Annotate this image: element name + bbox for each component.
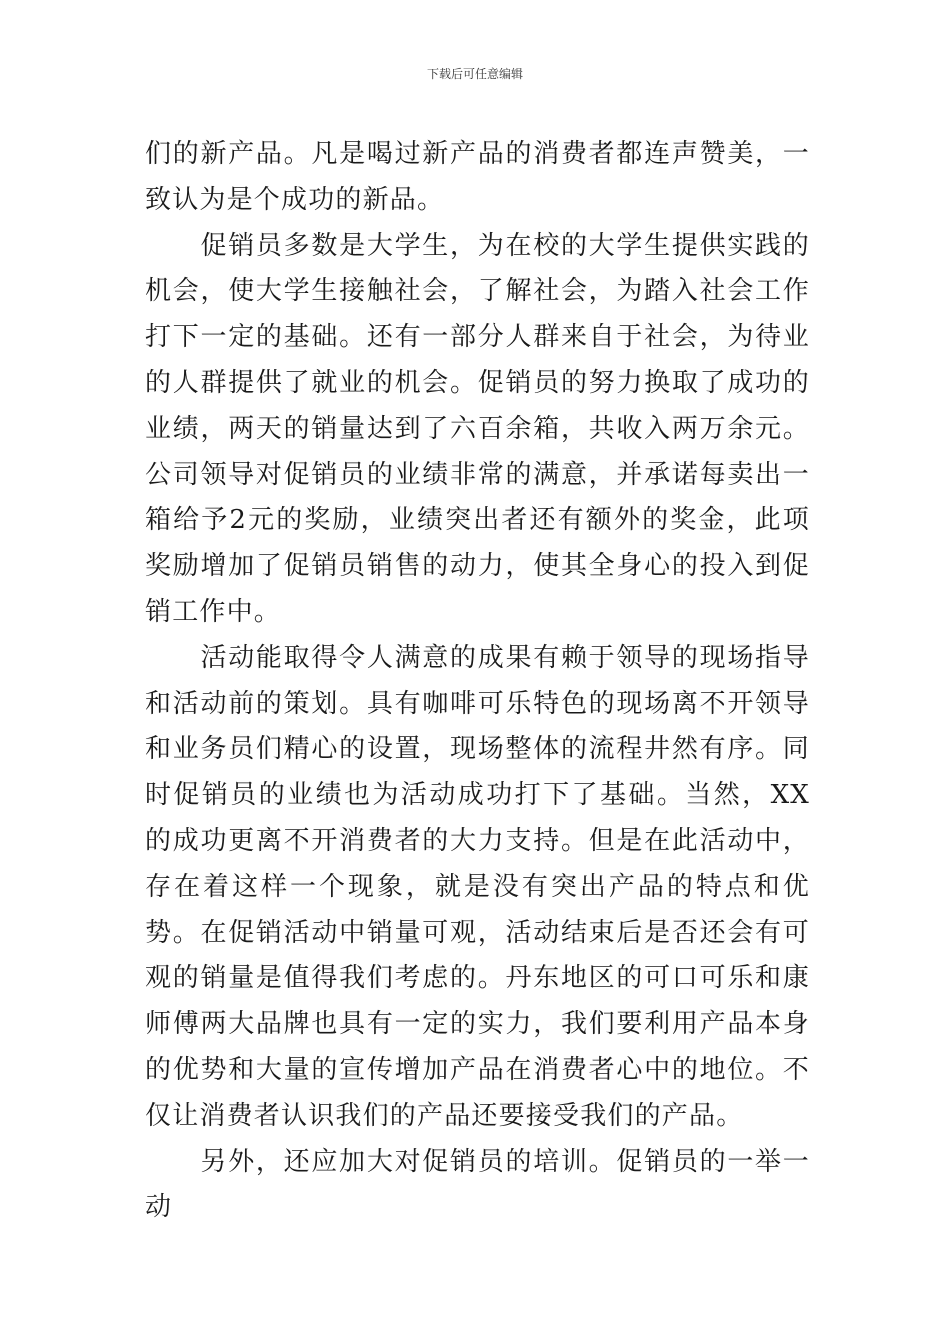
paragraph-1: 们的新产品。凡是喝过新产品的消费者都连声赞美，一致认为是个成功的新品。 [145, 139, 810, 215]
document-body [145, 132, 810, 1231]
paragraph-3: 活动能取得令人满意的成果有赖于领导的现场指导和活动前的策划。具有咖啡可乐特色的现场离不开领导和业务员们精心的设置，现场整体的流程井然有序。同时促销员的业绩也为活动成功打下了基础。当然，XX的成功更离不开消费者的大力支持。但是在此活动中，存在着这样一个现象，就是没有突出产品的特点和优势。在促销活动中销量可观，活动结束后是否还会有可观的销量是值得我们考虑的。丹东地区的可口可乐和康师傅两大品牌也具有一定的实力，我们要利用产品本身的优势和大量的宣传增加产品在消费者心中的地位。不仅让消费者认识我们的产品还要接受我们的产品。 [145, 642, 810, 1131]
page-header: 下载后可任意编辑 [426, 67, 523, 81]
paragraph-2: 促销员多数是大学生，为在校的大学生提供实践的机会，使大学生接触社会，了解社会，为踏入社会工作打下一定的基础。还有一部分人群来自于社会，为待业的人群提供了就业的机会。促销员的努力换取了成功的业绩，两天的销量达到了六百余箱，共收入两万余元。公司领导对促销员的业绩非常的满意，并承诺每卖出一箱给予2元的奖励，业绩突出者还有额外的奖金，此项奖励增加了促销员销售的动力，使其全身心的投入到促销工作中。 [145, 230, 810, 627]
paragraph-4: 另外，还应加大对促销员的培训。促销员的一举一动 [145, 1146, 810, 1223]
